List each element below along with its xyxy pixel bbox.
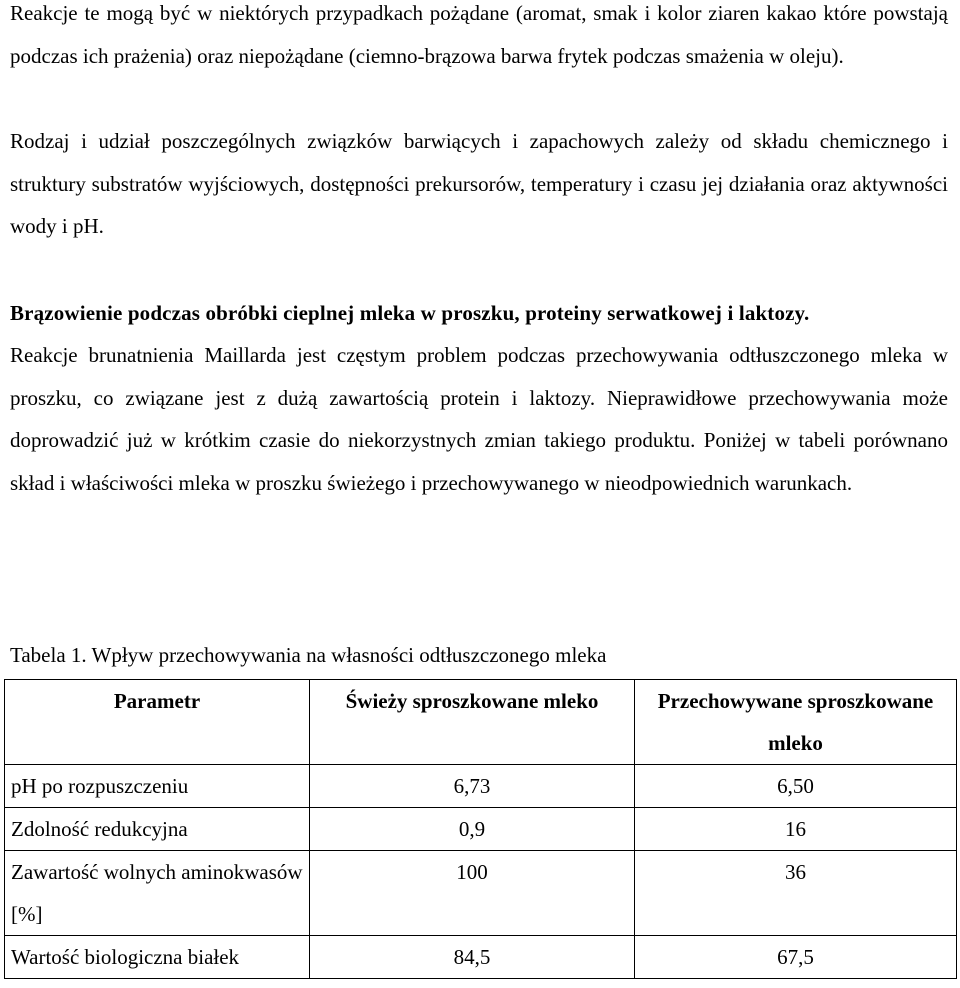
milk-powder-table [4, 679, 957, 979]
header-parameter: Parametr [5, 680, 310, 765]
row-label: pH po rozpuszczeniu [5, 765, 310, 808]
table-row [5, 765, 957, 808]
table-row [5, 851, 957, 936]
paragraph-composition: Rodzaj i udział poszczególnych związków barwiących i zapachowych zależy od składu chemicznego i struktury substratów wyjściowych, dostępności prekursorów, temperatury i czasu jej działania oraz aktywności wody i pH. [10, 129, 948, 238]
table-header-row [5, 680, 957, 765]
stored-value: 67,5 [635, 936, 957, 979]
section-heading: Brązowienie podczas obróbki cieplnej mleka w proszku, proteiny serwatkowej i laktozy. [10, 301, 810, 325]
table-row [5, 936, 957, 979]
row-label: Zdolność redukcyjna [5, 808, 310, 851]
header-fresh: Świeży sproszkowane mleko [310, 680, 635, 765]
paragraph-intro: Reakcje te mogą być w niektórych przypadkach pożądane (aromat, smak i kolor ziaren kakao które powstają podczas ich prażenia) oraz niepożądane (ciemno-brązowa barwa frytek podczas smażenia w oleju). [10, 1, 948, 68]
row-label: Wartość biologiczna białek [5, 936, 310, 979]
fresh-value: 6,73 [310, 765, 635, 808]
table-caption: Tabela 1. Wpływ przechowywania na własności odtłuszczonego mleka [10, 643, 607, 667]
stored-value: 16 [635, 808, 957, 851]
row-label: Zawartość wolnych aminokwasów [%] [5, 851, 310, 936]
stored-value: 6,50 [635, 765, 957, 808]
fresh-value: 100 [310, 851, 635, 936]
fresh-value: 84,5 [310, 936, 635, 979]
paragraph-maillard: Reakcje brunatnienia Maillarda jest częstym problem podczas przechowywania odtłuszczonego mleka w proszku, co związane jest z dużą zawartością protein i laktozy. Nieprawidłowe przechowywania może doprowadzić już w krótkim czasie do niekorzystnych zmian takiego produktu. Poniżej w tabeli porównano skład i właściwości mleka w proszku świeżego i przechowywanego w nieodpowiednich warunkach. [10, 343, 948, 495]
header-stored: Przechowywane sproszkowane mleko [635, 680, 957, 765]
fresh-value: 0,9 [310, 808, 635, 851]
stored-value: 36 [635, 851, 957, 936]
table-row [5, 808, 957, 851]
